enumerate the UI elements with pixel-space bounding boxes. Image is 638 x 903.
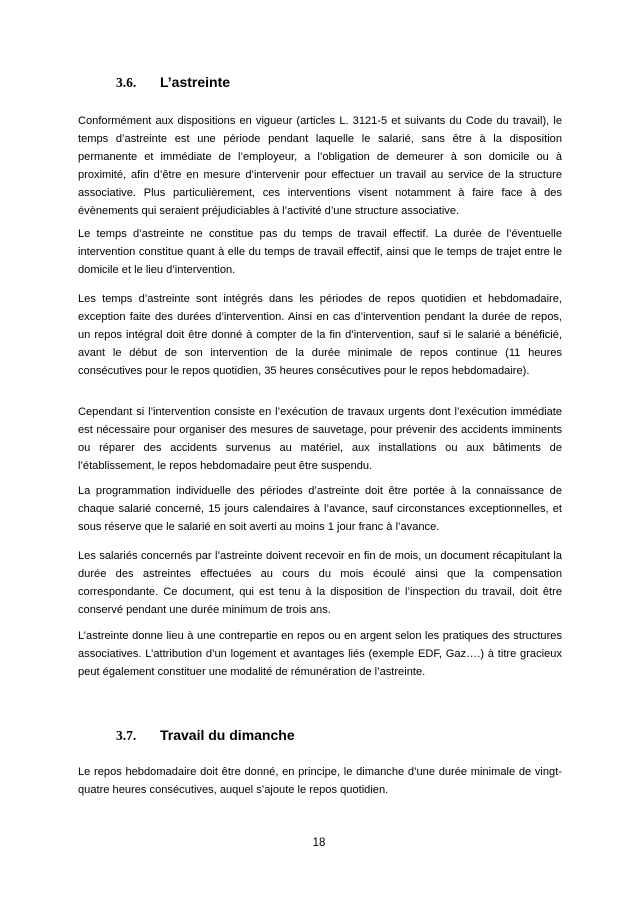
paragraph: L’astreinte donne lieu à une contrepartie en repos ou en argent selon les pratiques des structures associatives. L’attribution d’un logement et avantages liés (exemple EDF, Gaz….) à titre gracieux peut également constituer une modalité de rémunération de l’astreinte. xyxy=(78,630,562,678)
section-title: L’astreinte xyxy=(160,74,231,90)
paragraph: Le temps d’astreinte ne constitue pas du temps de travail effectif. La durée de l’éventuelle intervention constitue quant à elle du temps de travail effectif, ainsi que le temps de trajet entre le domicile et le lieu d’intervention. xyxy=(78,228,562,276)
page-number: 18 xyxy=(312,837,326,849)
section-heading-3-6 xyxy=(116,74,230,91)
section-title: Travail du dimanche xyxy=(160,727,295,743)
paragraph: Cependant si l’intervention consiste en l’exécution de travaux urgents dont l’exécution immédiate est nécessaire pour organiser des mesures de sauvetage, pour prévenir des accidents imminents ou réparer des accidents survenus au matériel, aux installations ou aux bâtiments de l’établissement, le repos hebdomadaire peut être suspendu. xyxy=(78,406,562,472)
paragraph: Les salariés concernés par l’astreinte doivent recevoir en fin de mois, un document récapitulant la durée des astreintes effectuées au cours du mois écoulé ainsi que la compensation correspondante. Ce document, qui est tenu à la disposition de l’inspection du travail, doit être conservé pendant une durée minimum de trois ans. xyxy=(78,550,562,616)
section-heading-3-7 xyxy=(116,727,295,744)
paragraph: Les temps d’astreinte sont intégrés dans les périodes de repos quotidien et hebdomadaire, exception faite des durées d’intervention. Ainsi en cas d’intervention pendant la durée de repos, un repos intégral doit être donné à compter de la fin d’intervention, sauf si le salarié a bénéficié, avant le début de son intervention de la durée minimale de repos continue (11 heures consécutives pour le repos quotidien, 35 heures consécutives pour le repos hebdomadaire). xyxy=(78,293,562,377)
paragraph: La programmation individuelle des périodes d’astreinte doit être portée à la connaissance de chaque salarié concerné, 15 jours calendaires à l’avance, sauf circonstances exceptionnelles, et sous réserve que le salarié en soit averti au moins 1 jour franc à l’avance. xyxy=(78,485,562,533)
section-number: 3.6. xyxy=(116,75,137,90)
section-number: 3.7. xyxy=(116,728,137,743)
paragraph: Le repos hebdomadaire doit être donné, en principe, le dimanche d’une durée minimale de vingt-quatre heures consécutives, auquel s’ajoute le repos quotidien. xyxy=(78,766,562,796)
paragraph: Conformément aux dispositions en vigueur (articles L. 3121-5 et suivants du Code du travail), le temps d’astreinte est une période pendant laquelle le salarié, sans être à la disposition permanente et immédiate de l’employeur, a l’obligation de demeurer à son domicile ou à proximité, afin d’être en mesure d’intervenir pour effectuer un travail au service de la structure associative. Plus particulièrement, ces interventions visent notamment à faire face à des évènements qui seraient préjudiciables à l’activité d’une structure associative. xyxy=(78,115,562,217)
